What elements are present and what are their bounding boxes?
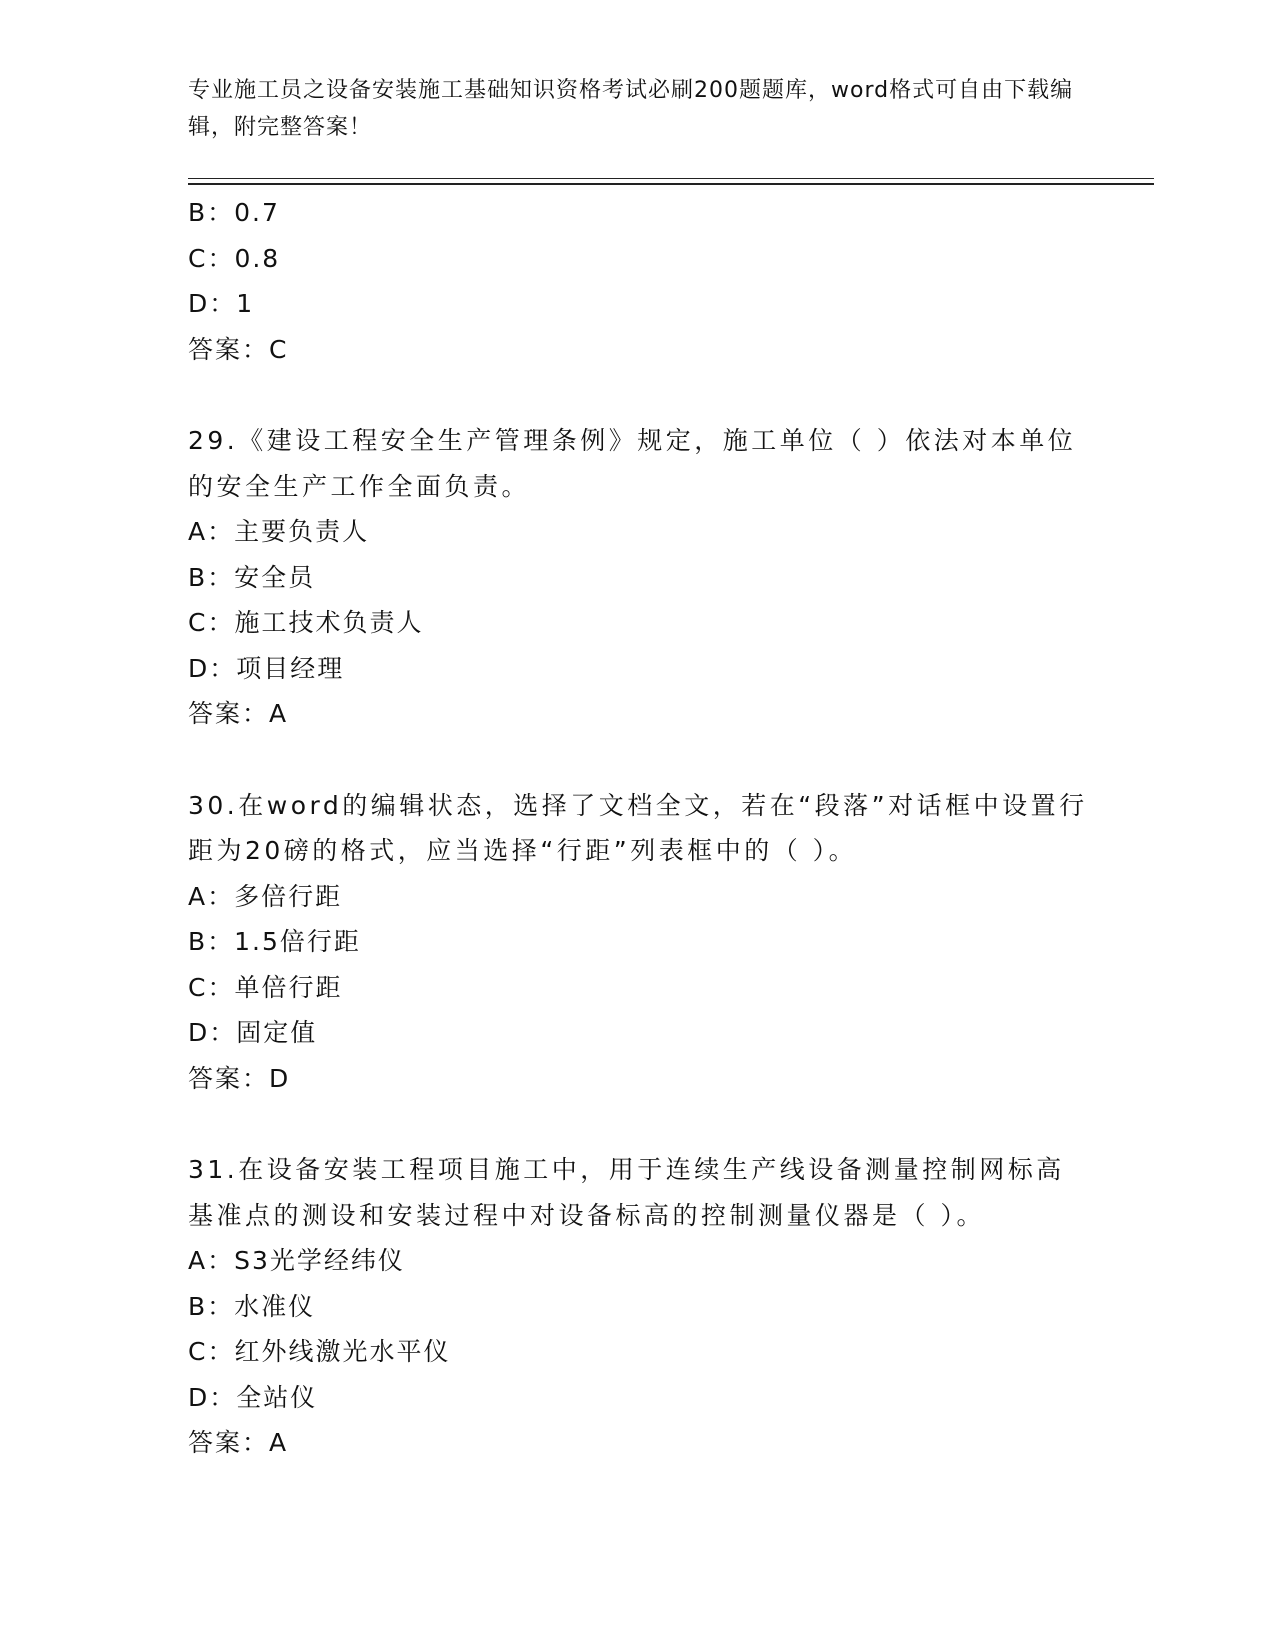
option-a: A：S3光学经纬仪 xyxy=(188,1246,405,1275)
spacer xyxy=(188,372,1088,418)
answer-line: 答案：A xyxy=(188,699,289,728)
option-b: B：0.7 xyxy=(188,198,280,227)
question-stem: 30.在word的编辑状态，选择了文档全文，若在“段落”对话框中设置行距为20磅的格式，应当选择“行距”列表框中的（ ）。 xyxy=(188,790,1088,865)
option-b: B：安全员 xyxy=(188,562,316,592)
option-a: A：多倍行距 xyxy=(188,881,343,911)
option-d: D：1 xyxy=(188,289,255,318)
prev-question xyxy=(188,190,1088,372)
option-b: B：水准仪 xyxy=(188,1291,316,1321)
answer-line: 答案：D xyxy=(188,1063,291,1093)
option-c: C：0.8 xyxy=(188,243,281,273)
header-rule-thin xyxy=(188,178,1154,179)
question-29 xyxy=(188,418,1088,737)
question-stem: 29.《建设工程安全生产管理条例》规定，施工单位（ ）依法对本单位的安全生产工作全面负责。 xyxy=(188,426,1077,501)
question-30 xyxy=(188,783,1088,1102)
option-a: A：主要负责人 xyxy=(188,517,370,546)
header-rule-thick xyxy=(188,183,1154,185)
spacer xyxy=(188,737,1088,783)
document-body xyxy=(188,190,1088,1466)
spacer xyxy=(188,1101,1088,1147)
option-d: D：全站仪 xyxy=(188,1382,318,1412)
answer-line: 答案：A xyxy=(188,1428,289,1457)
answer-line: 答案：C xyxy=(188,334,289,364)
question-31 xyxy=(188,1147,1088,1466)
option-c: C：施工技术负责人 xyxy=(188,608,424,637)
option-d: D：固定值 xyxy=(188,1018,318,1047)
option-c: C：红外线激光水平仪 xyxy=(188,1337,451,1366)
option-b: B：1.5倍行距 xyxy=(188,927,361,956)
question-stem: 31.在设备安装工程项目施工中，用于连续生产线设备测量控制网标高基准点的测设和安装过程中对设备标高的控制测量仪器是（ ）。 xyxy=(188,1155,1065,1230)
option-d: D：项目经理 xyxy=(188,653,345,683)
document-header: 专业施工员之设备安装施工基础知识资格考试必刷200题题库，word格式可自由下载编辑，附完整答案！ xyxy=(188,78,1074,140)
option-c: C：单倍行距 xyxy=(188,972,343,1002)
